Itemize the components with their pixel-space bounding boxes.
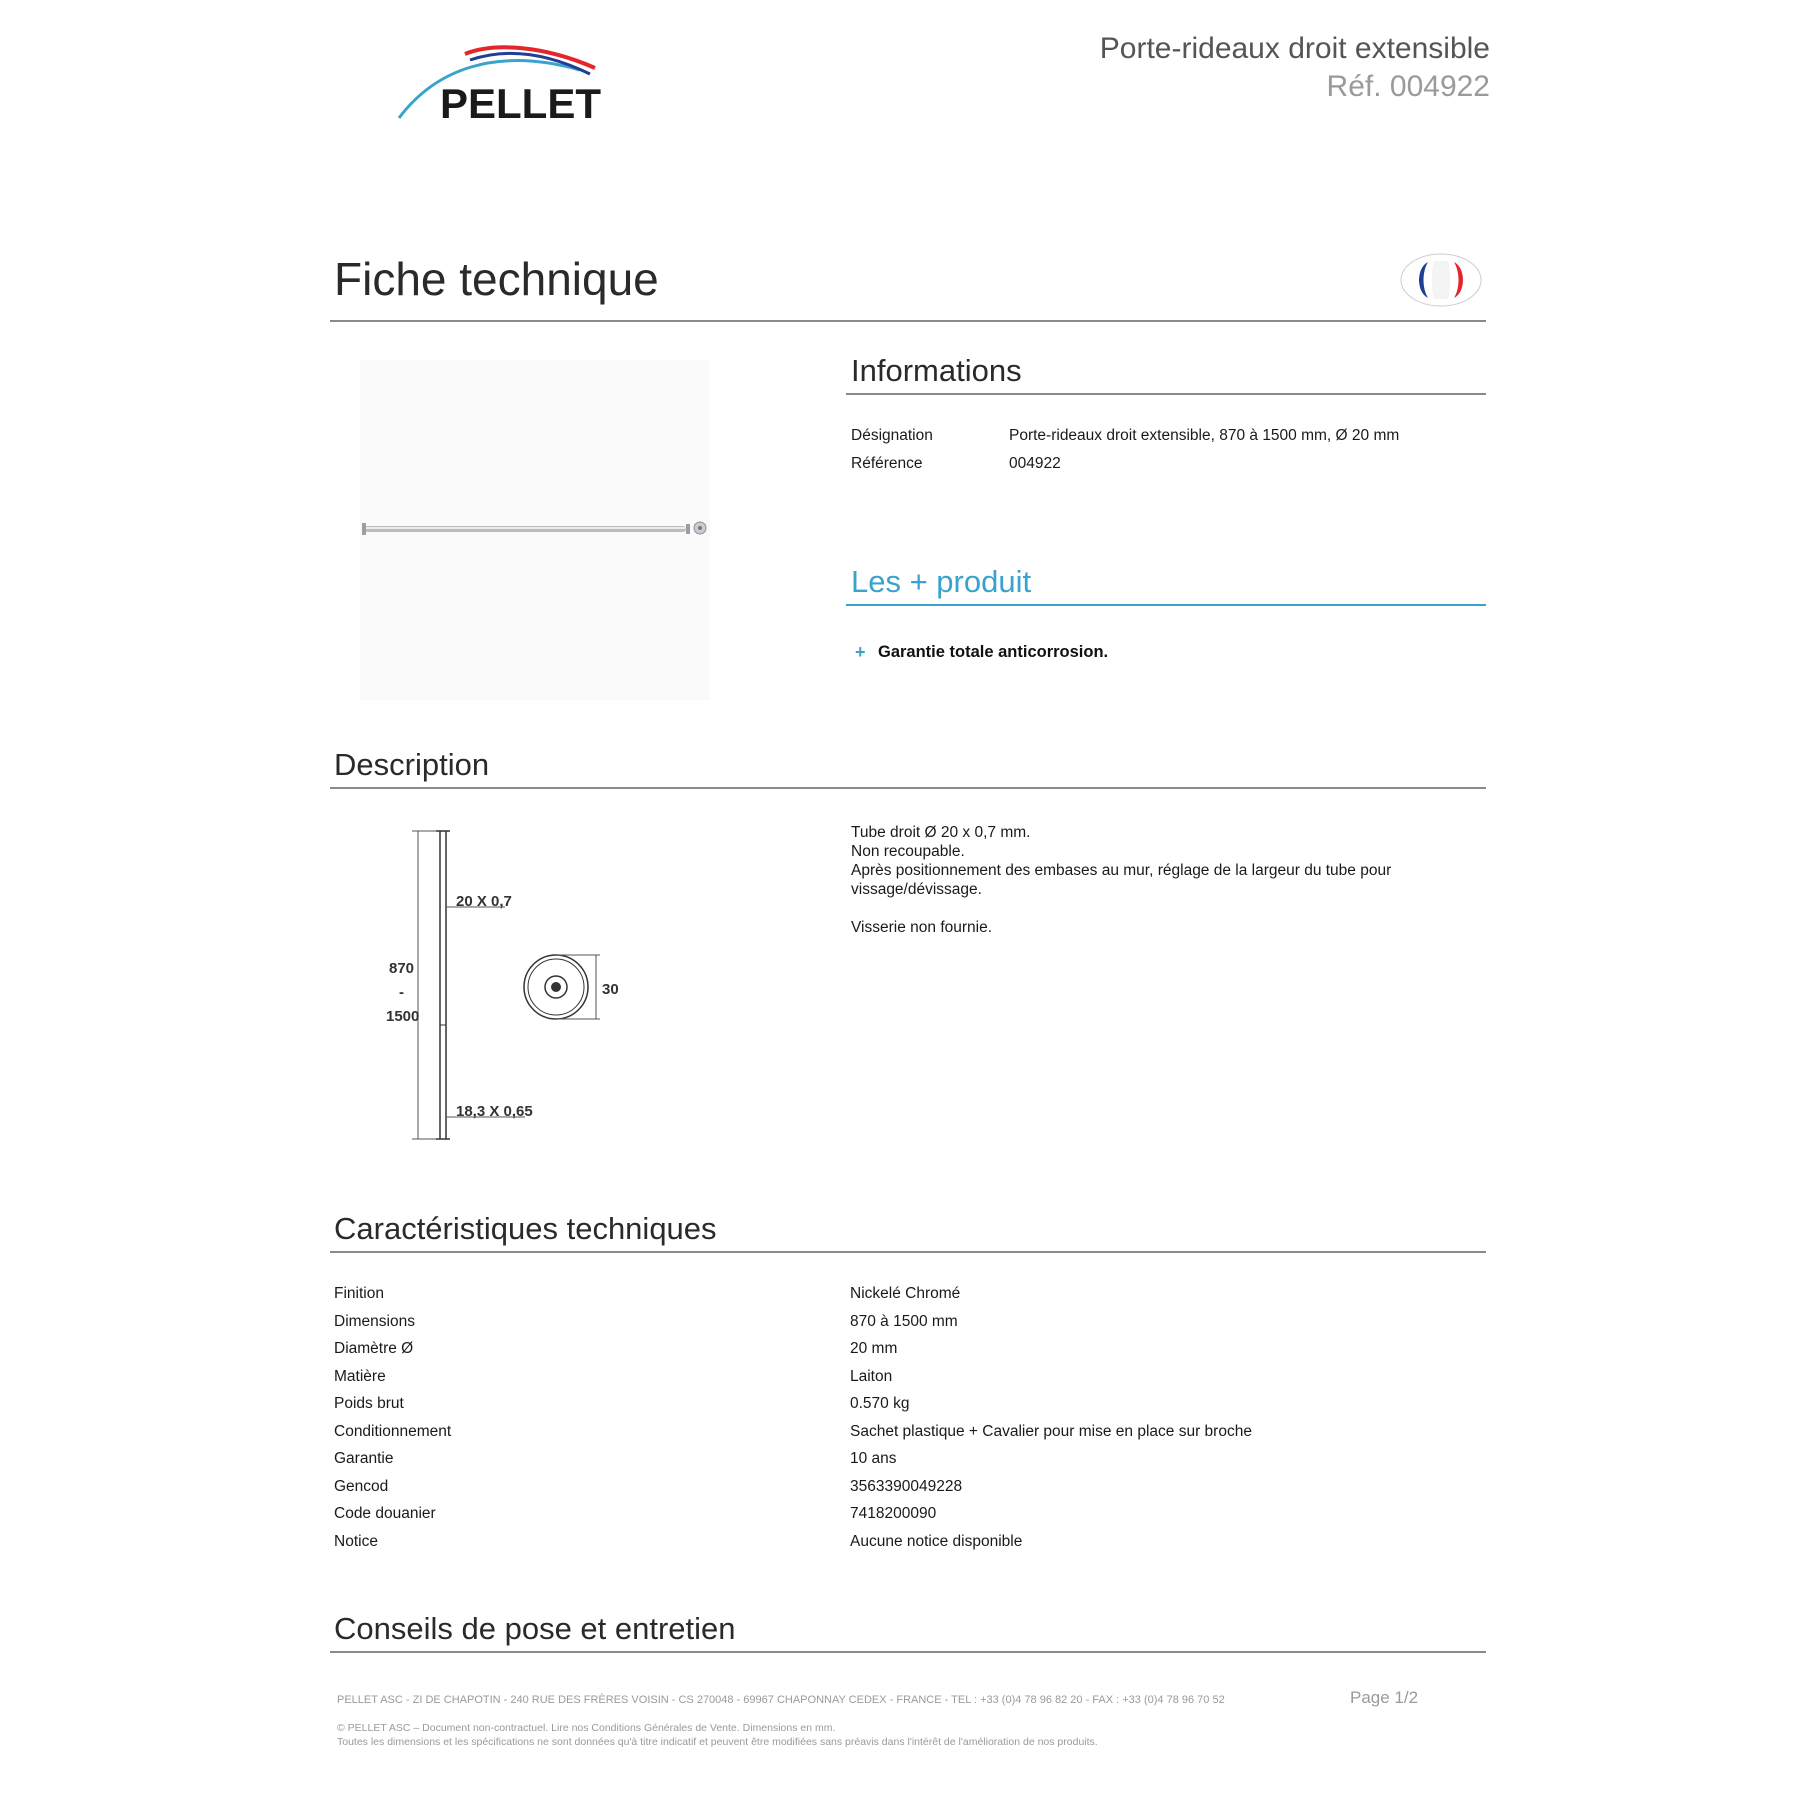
description-line: Tube droit Ø 20 x 0,7 mm.	[851, 824, 1031, 841]
conseils-heading: Conseils de pose et entretien	[334, 1611, 736, 1646]
technical-drawing	[380, 825, 640, 1145]
spec-value: 3563390049228	[850, 1477, 963, 1495]
spec-value: 870 à 1500 mm	[850, 1312, 958, 1330]
spec-label: Code douanier	[334, 1505, 436, 1522]
footer-copyright: © PELLET ASC – Document non-contractuel. Lire nos Conditions Générales de Vente. Dimensions en mm.	[337, 1722, 836, 1734]
spec-row	[334, 1505, 1484, 1533]
curtain-rod-icon	[360, 360, 710, 700]
spec-row	[334, 1285, 1484, 1313]
page-number: Page 1/2	[1350, 1688, 1419, 1707]
spec-value: Aucune notice disponible	[850, 1532, 1023, 1550]
spec-label: Dimensions	[334, 1312, 415, 1330]
dimension-drawing-icon	[380, 825, 640, 1145]
fabrication-francaise-badge	[1398, 252, 1484, 308]
informations-heading: Informations	[851, 353, 1022, 388]
description-text	[851, 823, 1391, 937]
caracteristiques-rule	[330, 1251, 1486, 1253]
product-photo	[360, 360, 710, 700]
spec-value: 20 mm	[850, 1340, 898, 1357]
plus-produit-rule	[846, 604, 1486, 606]
logo-swoosh-icon	[395, 40, 635, 125]
document-reference: Réf. 004922	[1326, 70, 1490, 103]
dim-label-length-max: 1500	[386, 1008, 420, 1025]
informations-rule	[846, 393, 1486, 395]
footer-address: PELLET ASC - ZI DE CHAPOTIN - 240 RUE DES FRÈRES VOISIN - CS 270048 - 69967 CHAPONNAY CEDEX - FRANCE - TEL : +33 (0)4 78 96 82 20 - FAX : +33 (0)4 78 96 70 52	[337, 1694, 1225, 1706]
dim-label-bottom-tube: 18,3 X 0,65	[456, 1103, 533, 1120]
spec-row	[334, 1368, 1484, 1396]
pellet-logo	[395, 40, 635, 125]
footer-disclaimer: Toutes les dimensions et les spécifications ne sont données qu'à titre indicatif et peuvent être modifiées sans préavis dans l'intérêt de l'amélioration de nos produits.	[337, 1736, 1098, 1748]
spec-value: Laiton	[850, 1367, 893, 1385]
french-flag-icon	[1398, 252, 1484, 308]
dim-label-top-tube: 20 X 0,7	[456, 893, 512, 910]
spec-value: Sachet plastique + Cavalier pour mise en place sur broche	[850, 1422, 1252, 1440]
description-rule	[330, 787, 1486, 789]
conseils-rule	[330, 1651, 1486, 1653]
info-value-reference: 004922	[1009, 455, 1061, 472]
spec-value: 0.570 kg	[850, 1395, 910, 1412]
spec-label: Notice	[334, 1532, 378, 1550]
spec-row	[334, 1340, 1484, 1368]
plus-produit-heading: Les + produit	[851, 564, 1032, 599]
spec-label: Diamètre Ø	[334, 1340, 414, 1357]
description-heading: Description	[334, 747, 490, 782]
spec-value: 7418200090	[850, 1505, 937, 1522]
spec-row	[334, 1423, 1484, 1451]
logo-text: PELLET	[440, 80, 602, 125]
spec-label: Garantie	[334, 1450, 394, 1467]
document-title: Porte-rideaux droit extensible	[1099, 32, 1490, 65]
description-line: Visserie non fournie.	[851, 919, 993, 936]
dim-label-length-sep: -	[399, 984, 404, 1001]
plus-bullet-icon: +	[855, 642, 866, 662]
info-label-reference: Référence	[851, 455, 923, 472]
spec-row	[334, 1450, 1484, 1478]
spec-row	[334, 1533, 1484, 1561]
spec-label: Conditionnement	[334, 1422, 452, 1440]
info-value-designation: Porte-rideaux droit extensible, 870 à 1500 mm, Ø 20 mm	[1009, 427, 1400, 444]
fiche-rule	[330, 320, 1486, 322]
spec-label: Matière	[334, 1367, 386, 1385]
spec-row	[334, 1478, 1484, 1506]
spec-label: Finition	[334, 1285, 384, 1302]
dim-label-base-diameter: 30	[602, 981, 619, 998]
caracteristiques-heading: Caractéristiques techniques	[334, 1211, 717, 1246]
description-line: vissage/dévissage.	[851, 881, 982, 898]
spec-value: 10 ans	[850, 1450, 897, 1467]
description-line: Après positionnement des embases au mur, réglage de la largeur du tube pour	[851, 862, 1392, 879]
spec-row	[334, 1395, 1484, 1423]
plus-produit-item: Garantie totale anticorrosion.	[878, 643, 1109, 661]
page-title: Fiche technique	[334, 253, 659, 305]
spec-row	[334, 1313, 1484, 1341]
footer-legal	[337, 1721, 1098, 1749]
info-label-designation: Désignation	[851, 427, 933, 444]
spec-label: Gencod	[334, 1477, 389, 1495]
spec-label: Poids brut	[334, 1395, 404, 1412]
description-line: Non recoupable.	[851, 843, 965, 860]
description-line	[851, 899, 1391, 918]
spec-value: Nickelé Chromé	[850, 1285, 961, 1302]
dim-label-length-min: 870	[389, 960, 415, 977]
